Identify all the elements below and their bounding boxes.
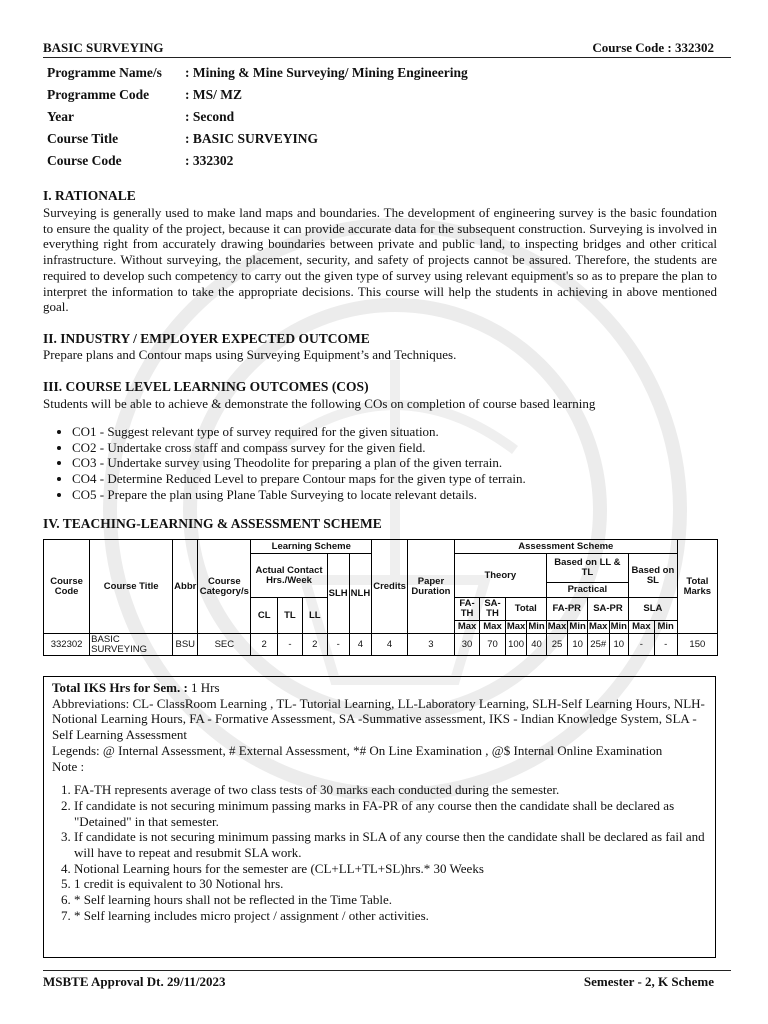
- iks-value: 1 Hrs: [191, 680, 220, 695]
- th-min: Min: [610, 621, 627, 632]
- rationale-text: Surveying is generally used to make land maps and boundaries. The development of engineering survey is the basic foundation to ensure the quality of the project, because it can provide accurate data for the subsequent construction. Surveying is involved in everything right from accurately drawing boundaries between private and public land, to inspecting bridges and other critical infrastructure. Without surveying, the placement, security, and safety of projects cannot be assured. Therefore, the students are required to develop such competency to carry out the given type of survey using relevant equipment's so as to prepare the plan to interpret the information to take the appropriate decisions. This course will help the students in achieving in above mentioned goal.: [43, 205, 717, 315]
- cell-course-code: 332302: [44, 634, 90, 656]
- industry-outcome-heading: II. INDUSTRY / EMPLOYER EXPECTED OUTCOME: [43, 331, 370, 346]
- info-value: : Mining & Mine Surveying/ Mining Engineering: [185, 65, 468, 80]
- cos-heading: III. COURSE LEVEL LEARNING OUTCOMES (COS): [43, 379, 369, 394]
- cell-fa-pr-max: 25: [546, 634, 568, 656]
- iks-line: [52, 680, 707, 696]
- th-max: Max: [454, 621, 479, 634]
- info-value: : BASIC SURVEYING: [185, 131, 319, 146]
- list-item: • CO1 - Suggest relevant type of survey required for the given situation.: [72, 424, 526, 440]
- cell-sa-th-max: 70: [480, 634, 506, 656]
- th-total: Total: [505, 598, 546, 621]
- header-course-name: BASIC SURVEYING: [43, 40, 164, 55]
- th-slh: SLH: [327, 554, 349, 634]
- info-value: : MS/ MZ: [185, 87, 242, 102]
- scheme-heading: IV. TEACHING-LEARNING & ASSESSMENT SCHEME: [43, 516, 382, 531]
- th-total-marks: Total Marks: [677, 540, 717, 634]
- page-footer: [43, 974, 714, 990]
- info-row: [43, 150, 472, 172]
- th-fa-th: FA-TH: [454, 598, 479, 621]
- info-label: Course Title: [47, 131, 119, 146]
- info-label: Programme Code: [47, 87, 150, 102]
- th-sla: SLA: [629, 598, 678, 621]
- list-item: 3. If candidate is not securing minimum passing marks in SLA of any course then the candidate shall be declared as fail and will have to repeat and resubmit SLA work.: [74, 829, 707, 860]
- footer-approval: MSBTE Approval Dt. 29/11/2023: [43, 974, 226, 989]
- th-max: Max: [506, 621, 526, 632]
- info-label: Year: [47, 109, 74, 124]
- list-item: 6. * Self learning hours shall not be reflected in the Time Table.: [74, 892, 707, 908]
- th-based-ll-tl: Based on LL & TL: [546, 554, 628, 583]
- footer-semester: Semester - 2, K Scheme: [583, 974, 714, 989]
- list-item: • CO5 - Prepare the plan using Plane Table Surveying to locate relevant details.: [72, 487, 526, 503]
- th-course-code: Course Code: [44, 540, 90, 634]
- th-min: Min: [654, 621, 677, 634]
- list-item: • CO3 - Undertake survey using Theodolite for preparing a plan of the given terrain.: [72, 455, 526, 471]
- footer-rule: [43, 970, 731, 971]
- info-row: [43, 84, 472, 106]
- cell-fa-th-max: 30: [454, 634, 479, 656]
- th-assessment-scheme: Assessment Scheme: [454, 540, 677, 554]
- list-item: 2. If candidate is not securing minimum passing marks in FA-PR of any course then the candidate shall be declared as "Detained" in that semester.: [74, 798, 707, 829]
- cell-sla-min: -: [654, 634, 677, 656]
- page-header: [43, 40, 714, 56]
- list-item: 1. FA-TH represents average of two class tests of 30 marks each conducted during the semester.: [74, 782, 707, 798]
- scheme-table: [43, 539, 718, 656]
- notes-list: [52, 782, 707, 923]
- th-actual-contact: Actual Contact Hrs./Week: [251, 554, 327, 598]
- cell-sla-max: -: [629, 634, 655, 656]
- th-nlh: NLH: [349, 554, 372, 634]
- cell-ll: 2: [302, 634, 327, 656]
- th-ll: LL: [302, 598, 327, 634]
- list-item: • CO2 - Undertake cross staff and compass survey for the given field.: [72, 440, 526, 456]
- list-item: 5. 1 credit is equivalent to 30 Notional hrs.: [74, 876, 707, 892]
- cell-cl: 2: [251, 634, 278, 656]
- rationale-heading: I. RATIONALE: [43, 188, 136, 203]
- abbreviations-text: Abbreviations: CL- ClassRoom Learning , TL- Tutorial Learning, LL-Laboratory Learning, SLH-Self Learning Hours, NLH-Notional Learning Hours, FA - Formative Assessment, SA -Summative assessment, IKS - Indian Knowledge System, SLA - Self Learning Assessment: [52, 695, 705, 743]
- th-sa-pr: SA-PR: [587, 598, 628, 621]
- cell-slh: -: [327, 634, 349, 656]
- list-item: 7. * Self learning includes micro project / assignment / other activities.: [74, 908, 707, 924]
- th-theory: Theory: [454, 554, 546, 598]
- cos-list: [43, 424, 526, 503]
- th-based-sl: Based on SL: [629, 554, 678, 598]
- cell-tl: -: [277, 634, 302, 656]
- th-max: Max: [547, 621, 567, 632]
- cell-sa-pr-max: 25#: [587, 634, 609, 656]
- iks-label: Total IKS Hrs for Sem. :: [52, 680, 188, 695]
- programme-info-table: [43, 62, 472, 172]
- cell-abbr: BSU: [173, 634, 198, 656]
- info-value: : Second: [185, 109, 235, 124]
- th-fa-pr: FA-PR: [546, 598, 587, 621]
- th-practical: Practical: [546, 583, 628, 598]
- cell-total-max: 100: [505, 634, 526, 656]
- th-paper-duration: Paper Duration: [407, 540, 454, 634]
- th-max: Max: [588, 621, 608, 632]
- info-row: [43, 62, 472, 84]
- cell-nlh: 4: [349, 634, 372, 656]
- info-row: [43, 128, 472, 150]
- cell-total-min: 40: [527, 634, 546, 656]
- th-cl: CL: [251, 598, 278, 634]
- th-abbr: Abbr: [173, 540, 198, 634]
- th-credits: Credits: [372, 540, 408, 634]
- notes-box: [43, 676, 716, 958]
- header-course-code: Course Code : 332302: [592, 40, 714, 55]
- info-row: [43, 106, 472, 128]
- cell-total-marks: 150: [677, 634, 717, 656]
- info-label: Course Code: [47, 153, 122, 168]
- industry-outcome-text: Prepare plans and Contour maps using Surveying Equipment’s and Techniques.: [43, 347, 457, 362]
- th-course-title: Course Title: [90, 540, 173, 634]
- list-item: 4. Notional Learning hours for the semester are (CL+LL+TL+SL)hrs.* 30 Weeks: [74, 861, 707, 877]
- info-value: : 332302: [185, 153, 234, 168]
- th-tl: TL: [277, 598, 302, 634]
- th-max: Max: [480, 621, 506, 634]
- table-row: [44, 634, 718, 656]
- list-item: • CO4 - Determine Reduced Level to prepare Contour maps for the given type of terrain.: [72, 471, 526, 487]
- th-category: Course Category/s: [198, 540, 251, 634]
- cell-category: SEC: [198, 634, 251, 656]
- th-min: Min: [569, 621, 586, 632]
- note-label: Note :: [52, 758, 85, 774]
- th-learning-scheme: Learning Scheme: [251, 540, 372, 554]
- cos-intro: Students will be able to achieve & demonstrate the following COs on completion of course based learning: [43, 396, 596, 411]
- info-label: Programme Name/s: [47, 65, 162, 80]
- th-min: Min: [528, 621, 545, 632]
- th-sa-th: SA-TH: [480, 598, 506, 621]
- cell-fa-pr-min: 10: [568, 634, 588, 656]
- header-rule: [43, 57, 731, 58]
- cell-sa-pr-min: 10: [609, 634, 629, 656]
- legends-text: Legends: @ Internal Assessment, # External Assessment, *# On Line Examination , @$ Internal Online Examination: [52, 742, 663, 758]
- th-max: Max: [629, 621, 655, 634]
- cell-credits: 4: [372, 634, 408, 656]
- cell-paper-duration: 3: [407, 634, 454, 656]
- cell-course-title: BASIC SURVEYING: [90, 634, 173, 656]
